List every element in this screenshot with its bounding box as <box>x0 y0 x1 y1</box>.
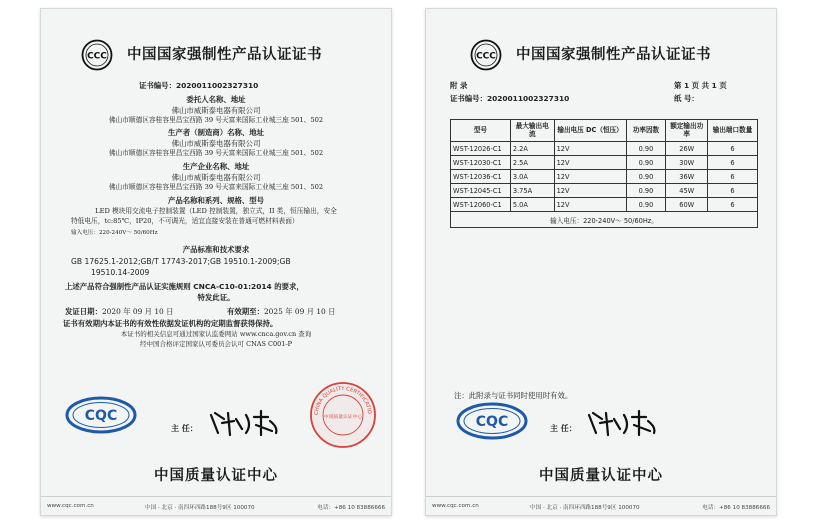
current-cell: 2.2A <box>510 142 554 156</box>
signer-label: 主 任： <box>171 424 198 433</box>
cert-number-label: 证书编号： <box>139 81 176 90</box>
power-cell: 30W <box>666 156 708 170</box>
footer-phone: 电话：+86 10 83886666 <box>317 505 385 511</box>
ccc-mark-icon <box>470 39 502 71</box>
expiry-date-value: 2025 年 09 月 10 日 <box>263 307 336 316</box>
voltage-cell: 12V <box>554 142 626 156</box>
applicant-name: 佛山市威斯泰电器有限公司 <box>171 106 261 115</box>
power-factor-cell: 0.90 <box>626 142 666 156</box>
power-cell: 45W <box>666 184 708 198</box>
standards-line-2: 19510.14-2009 <box>91 268 150 277</box>
voltage-cell: 12V <box>554 198 626 212</box>
model-table <box>450 119 758 228</box>
standards-label: 产品标准和技术要求 <box>182 245 250 254</box>
issue-date-row <box>65 307 174 316</box>
appendix-label: 附 录 <box>450 81 468 90</box>
ports-cell: 6 <box>708 170 758 184</box>
conformity-statement-2: 特发此证。 <box>197 293 235 302</box>
model-cell: WST-12060-C1 <box>451 198 511 212</box>
svg-text:CQC: CQC <box>84 408 118 424</box>
current-cell: 3.75A <box>510 184 554 198</box>
standards-line-1: GB 17625.1-2012;GB/T 17743-2017;GB 19510.1-2009;GB <box>71 257 291 266</box>
voltage-cell: 12V <box>554 170 626 184</box>
footer-phone: 电话：+86 10 83886666 <box>702 505 770 511</box>
applicant-address: 佛山市顺德区容桂容里昌宝西路 39 号天富来国际工业城三座 501、502 <box>108 116 324 124</box>
column-header: 型号 <box>451 120 511 142</box>
ports-cell: 6 <box>708 184 758 198</box>
table-row <box>451 142 758 156</box>
ccc-mark-icon <box>81 39 113 71</box>
voltage-cell: 12V <box>554 184 626 198</box>
cert-number-value: 2020011002327310 <box>486 94 570 103</box>
factory-address: 佛山市顺德区容桂容里昌宝西路 39 号天富来国际工业城三座 501、502 <box>108 183 324 191</box>
table-row <box>451 184 758 198</box>
power-cell: 26W <box>666 142 708 156</box>
svg-text:中国质量认证中心: 中国质量认证中心 <box>323 415 363 420</box>
product-input-voltage: 输入电压：220-240V～ 50/60Hz <box>71 230 158 236</box>
power-factor-cell: 0.90 <box>626 198 666 212</box>
expiry-date-label: 有效期至： <box>227 307 264 316</box>
current-cell: 5.0A <box>510 198 554 212</box>
expiry-date-row <box>227 307 336 316</box>
power-factor-cell: 0.90 <box>626 184 666 198</box>
factory-label: 生产企业名称、地址 <box>182 162 250 171</box>
certificate-main-page <box>40 8 392 516</box>
column-header: 输出电压 DC（恒压） <box>554 120 626 142</box>
model-cell: WST-12026-C1 <box>451 142 511 156</box>
signer-label: 主 任： <box>550 424 577 433</box>
column-header: 最大输出电流 <box>510 120 554 142</box>
manufacturer-address: 佛山市顺德区容桂容里昌宝西路 39 号天富来国际工业城三座 501、502 <box>108 149 324 157</box>
manufacturer-name: 佛山市威斯泰电器有限公司 <box>171 139 261 148</box>
accreditation-note: 经中国合格评定国家认可委员会认可 CNAS C001-P <box>140 340 292 348</box>
table-header-row <box>451 120 758 142</box>
product-label: 产品名称和系列、规格、型号 <box>167 196 265 205</box>
model-cell: WST-12030-C1 <box>451 156 511 170</box>
power-factor-cell: 0.90 <box>626 156 666 170</box>
cqc-logo-icon <box>65 395 137 435</box>
cert-number-value: 2020011002327310 <box>175 81 259 90</box>
director-signature <box>206 409 284 437</box>
conformity-statement-1: 上述产品符合强制性产品认证实施规则 CNCA-C10-01:2014 的要求， <box>65 282 304 291</box>
cert-number-row <box>450 94 569 103</box>
manufacturer-label: 生产者（制造商）名称、地址 <box>167 128 265 137</box>
power-cell: 60W <box>666 198 708 212</box>
issuing-body-name: 中国质量认证中心 <box>539 468 663 484</box>
cert-number-label: 证书编号： <box>450 94 487 103</box>
table-row <box>451 212 758 228</box>
power-factor-cell: 0.90 <box>626 170 666 184</box>
page-info: 第 1 页 共 1 页 <box>674 81 727 90</box>
footer-address: 中国 · 北京 · 南四环西路188号9区 100070 <box>145 505 255 511</box>
model-cell: WST-12045-C1 <box>451 184 511 198</box>
product-description-1: LED 模块用交流电子控制装置（LED 控制装置，独立式，II 类，恒压输出，安全 <box>95 207 337 215</box>
issue-date-label: 发证日期： <box>65 307 102 316</box>
cert-number-row <box>139 81 258 90</box>
voltage-cell: 12V <box>554 156 626 170</box>
table-row <box>451 156 758 170</box>
footer-website: www.cqc.com.cn <box>47 503 94 509</box>
svg-text:CCC: CCC <box>87 51 107 62</box>
certificate-title: 中国国家强制性产品认证证书 <box>516 47 711 63</box>
svg-text:CQC: CQC <box>475 414 509 430</box>
footer-website: www.cqc.com.cn <box>432 503 479 509</box>
director-signature <box>584 409 662 437</box>
ports-cell: 6 <box>708 142 758 156</box>
ports-cell: 6 <box>708 156 758 170</box>
query-note: 本证书的相关信息可通过国家认监委网站 www.cnca.gov.cn 查询 <box>120 330 312 338</box>
column-header: 额定输出功率 <box>666 120 708 142</box>
model-cell: WST-12036-C1 <box>451 170 511 184</box>
column-header: 输出端口数量 <box>708 120 758 142</box>
cqc-logo-icon <box>456 401 528 441</box>
issue-date-value: 2020 年 09 月 10 日 <box>101 307 174 316</box>
footer-address: 中国 · 北京 · 南四环西路188号9区 100070 <box>530 505 640 511</box>
appendix-note: 注：此附录与证书同时使用时有效。 <box>454 391 573 400</box>
ports-cell: 6 <box>708 198 758 212</box>
current-cell: 2.5A <box>510 156 554 170</box>
paper-number-label: 纸 号： <box>674 94 699 103</box>
applicant-label: 委托人名称、地址 <box>186 95 246 104</box>
input-voltage-cell: 输入电压：220-240V～ 50/60Hz。 <box>451 212 758 228</box>
column-header: 功率因数 <box>626 120 666 142</box>
current-cell: 3.0A <box>510 170 554 184</box>
factory-name: 佛山市威斯泰电器有限公司 <box>171 173 261 182</box>
validity-note: 证书有效期内本证书的有效性依据发证机构的定期监督获得保持。 <box>63 319 278 328</box>
official-seal-stamp <box>309 381 377 449</box>
issuing-body-name: 中国质量认证中心 <box>154 468 278 484</box>
certificate-appendix-page <box>425 8 777 516</box>
product-description-2: 特低电压，tc:85℃，IP20，不可调光，适宜直接安装在普通可燃材料表面） <box>71 217 299 225</box>
certificate-title: 中国国家强制性产品认证证书 <box>127 47 322 63</box>
svg-text:CCC: CCC <box>476 51 496 62</box>
power-cell: 36W <box>666 170 708 184</box>
footer <box>41 496 391 515</box>
table-row <box>451 198 758 212</box>
footer <box>426 496 776 515</box>
svg-text:CHINA QUALITY CERTIFICATION CE: CHINA QUALITY CERTIFICATIO <box>313 385 373 416</box>
table-row <box>451 170 758 184</box>
